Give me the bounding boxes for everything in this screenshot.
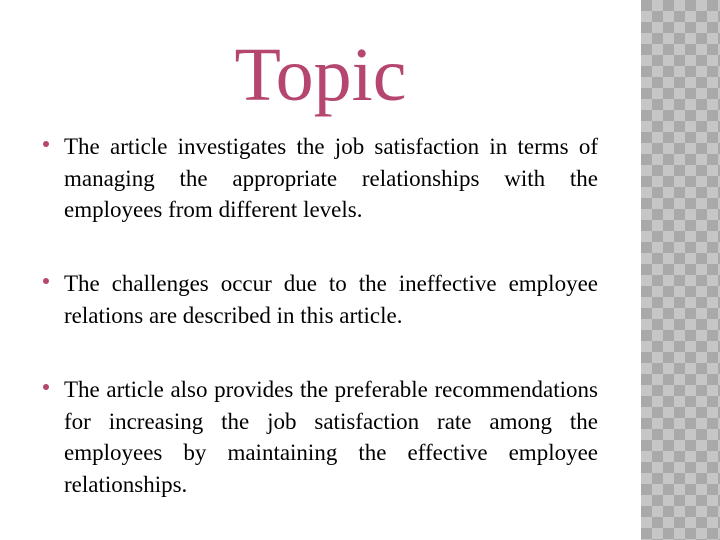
slide-title: Topic — [234, 33, 407, 117]
bullet-item: The challenges occur due to the ineffective employee relations are described in this article. — [64, 271, 598, 328]
bullet-item: The article investigates the job satisfaction in terms of managing the appropriate relationships with the employees from different levels. — [64, 134, 598, 222]
bullet-marker-icon — [43, 384, 49, 390]
bullet-item: The article also provides the preferable recommendations for increasing the job satisfaction rate among the employees by maintaining the effective employee relationships. — [64, 377, 598, 497]
bullet-marker-icon — [43, 141, 49, 147]
decorative-side-pattern — [641, 0, 720, 540]
bullet-marker-icon — [43, 278, 49, 284]
